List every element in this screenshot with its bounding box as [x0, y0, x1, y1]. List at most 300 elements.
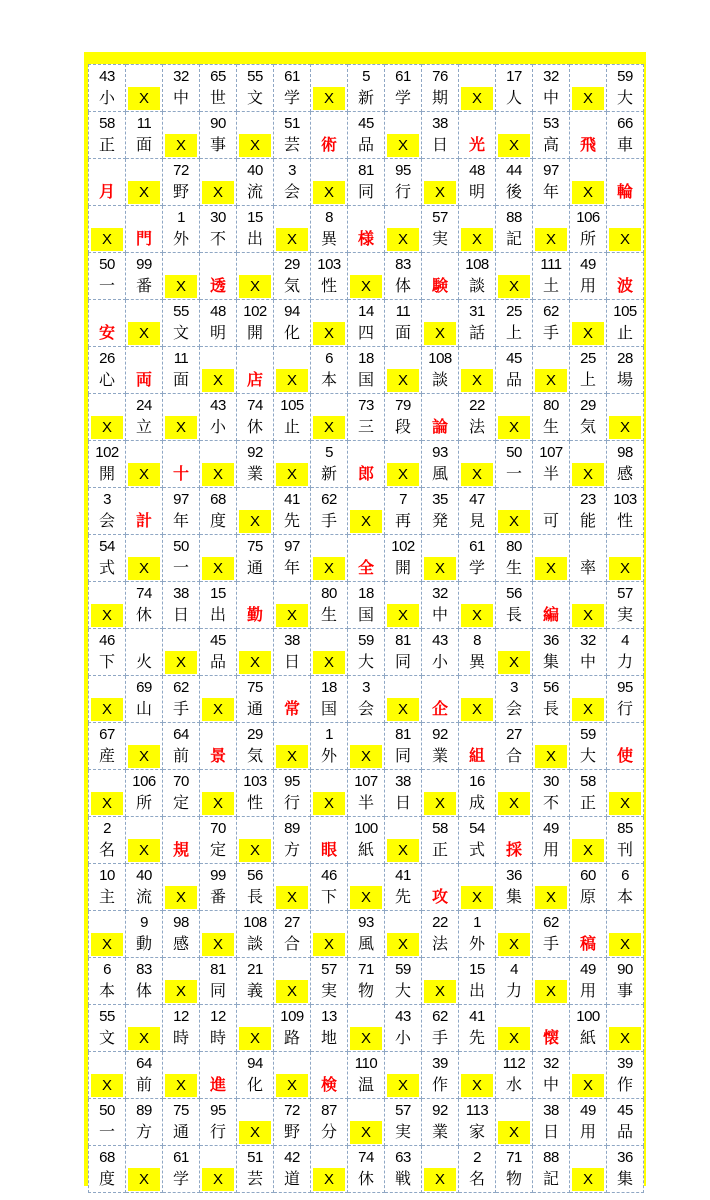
grid-cell-content: [496, 535, 532, 581]
cell-number: 98: [617, 444, 633, 461]
cell-number: 24: [136, 397, 152, 414]
grid-cell: [496, 1146, 533, 1193]
grid-cell-content: [533, 535, 569, 581]
grid-cell: [496, 1099, 533, 1146]
grid-cell: [237, 582, 274, 629]
grid-cell: [459, 394, 496, 441]
cell-number: 41: [469, 1008, 485, 1025]
blank-x-box: X: [239, 839, 271, 862]
grid-cell-content: [348, 629, 384, 675]
cell-number: 90: [210, 115, 226, 132]
grid-cell: [496, 629, 533, 676]
grid-cell-content: [570, 394, 606, 440]
cell-number: 1: [325, 726, 333, 743]
grid-cell-content: [126, 65, 162, 111]
grid-cell-content: [348, 770, 384, 816]
cell-number: 4: [510, 961, 518, 978]
kanji-character: 気: [283, 278, 300, 295]
grid-cell: [274, 1099, 311, 1146]
kanji-character: 明: [209, 325, 226, 342]
kanji-character: 明: [468, 184, 485, 201]
grid-cell-content: [570, 770, 606, 816]
grid-cell: [348, 958, 385, 1005]
kanji-character: 異: [468, 654, 485, 671]
kanji-character: 小: [431, 654, 448, 671]
grid-cell: [311, 723, 348, 770]
grid-cell: [237, 817, 274, 864]
kanji-character: 小: [98, 90, 115, 107]
grid-cell: [570, 394, 607, 441]
cell-number: 68: [99, 1149, 115, 1166]
grid-cell: [89, 488, 126, 535]
grid-cell-content: [385, 629, 421, 675]
grid-cell: [348, 535, 385, 582]
grid-cell-content: [89, 864, 125, 910]
cell-number: 41: [284, 491, 300, 508]
blank-x-box: X: [165, 134, 197, 157]
grid-cell: [311, 300, 348, 347]
grid-cell-content: [570, 206, 606, 252]
cell-number: 32: [173, 68, 189, 85]
blank-x-box: X: [572, 1168, 604, 1191]
grid-cell: [126, 394, 163, 441]
kanji-character: 番: [135, 278, 152, 295]
grid-cell-content: [237, 65, 273, 111]
blank-x-box: X: [91, 933, 123, 956]
grid-cell-content: [385, 159, 421, 205]
kanji-character: 年: [542, 184, 559, 201]
cell-number: 92: [432, 1102, 448, 1119]
cell-number: 57: [432, 209, 448, 226]
grid-cell: [459, 582, 496, 629]
kanji-character: 用: [579, 1124, 596, 1141]
highlighted-kanji: 採: [505, 842, 522, 859]
grid-cell: [607, 1146, 644, 1193]
blank-x-box: X: [128, 322, 160, 345]
grid-cell-content: [274, 441, 310, 487]
grid-cell: [496, 817, 533, 864]
blank-x-box: X: [535, 980, 567, 1003]
grid-cell: [348, 1005, 385, 1052]
grid-cell-content: [311, 112, 347, 158]
cell-number: 25: [580, 350, 596, 367]
cell-number: 16: [469, 773, 485, 790]
grid-cell-content: [348, 253, 384, 299]
blank-x-box: X: [276, 980, 308, 1003]
grid-cell-content: [422, 582, 458, 628]
grid-cell-content: [311, 394, 347, 440]
grid-cell: [311, 676, 348, 723]
cell-number: 8: [473, 632, 481, 649]
grid-cell-content: [311, 441, 347, 487]
grid-cell: [496, 770, 533, 817]
grid-cell: [311, 488, 348, 535]
cell-number: 7: [399, 491, 407, 508]
kanji-character: 談: [431, 372, 448, 389]
kanji-character: 温: [357, 1077, 374, 1094]
grid-cell-content: [496, 441, 532, 487]
grid-cell-content: [311, 1052, 347, 1098]
grid-cell: [274, 159, 311, 206]
cell-number: 38: [395, 773, 411, 790]
grid-cell-content: [126, 441, 162, 487]
blank-x-box: X: [572, 87, 604, 110]
grid-cell: [126, 253, 163, 300]
grid-cell-content: [422, 817, 458, 863]
grid-cell-content: [89, 65, 125, 111]
blank-x-box: X: [424, 792, 456, 815]
grid-cell-content: [274, 535, 310, 581]
highlighted-kanji: 論: [431, 419, 448, 436]
grid-cell: [89, 159, 126, 206]
grid-cell-content: [311, 300, 347, 346]
kanji-character: 学: [394, 90, 411, 107]
cell-number: 61: [395, 68, 411, 85]
grid-cell: [274, 911, 311, 958]
kanji-character: 出: [468, 983, 485, 1000]
cell-number: 3: [362, 679, 370, 696]
blank-x-box: X: [498, 1121, 530, 1144]
grid-cell: [533, 441, 570, 488]
grid-cell-content: [422, 911, 458, 957]
grid-cell: [459, 864, 496, 911]
cell-number: 106: [576, 209, 600, 226]
grid-cell: [163, 441, 200, 488]
highlighted-kanji: 全: [357, 560, 374, 577]
kanji-character: 水: [505, 1077, 522, 1094]
grid-cell-content: [533, 911, 569, 957]
grid-cell: [126, 535, 163, 582]
blank-x-box: X: [572, 1074, 604, 1097]
cell-number: 11: [395, 303, 411, 320]
grid-cell: [126, 958, 163, 1005]
grid-cell-content: [200, 817, 236, 863]
grid-cell: [607, 770, 644, 817]
kanji-character: 三: [357, 419, 374, 436]
grid-cell: [89, 723, 126, 770]
grid-cell-content: [237, 1099, 273, 1145]
grid-cell-content: [200, 770, 236, 816]
grid-cell: [533, 488, 570, 535]
grid-cell: [126, 112, 163, 159]
grid-cell: [200, 394, 237, 441]
grid-cell: [348, 582, 385, 629]
cell-number: 30: [543, 773, 559, 790]
grid-cell: [459, 206, 496, 253]
grid-cell-content: [89, 1005, 125, 1051]
grid-cell-content: [200, 253, 236, 299]
kanji-character: 休: [246, 419, 263, 436]
grid-cell: [570, 488, 607, 535]
grid-cell: [89, 582, 126, 629]
kanji-character: 性: [616, 513, 633, 530]
grid-cell-content: [89, 112, 125, 158]
grid-cell: [200, 864, 237, 911]
grid-cell: [89, 629, 126, 676]
blank-x-box: X: [313, 1168, 345, 1191]
grid-cell: [422, 112, 459, 159]
cell-number: 3: [288, 162, 296, 179]
grid-cell: [89, 206, 126, 253]
cell-number: 83: [395, 256, 411, 273]
grid-cell-content: [422, 1099, 458, 1145]
kanji-character: 一: [505, 466, 522, 483]
grid-cell-content: [311, 1005, 347, 1051]
grid-cell-content: [274, 1052, 310, 1098]
grid-cell: [311, 770, 348, 817]
grid-cell-content: [422, 65, 458, 111]
grid-cell: [163, 817, 200, 864]
kanji-character: 行: [394, 184, 411, 201]
grid-cell: [89, 1005, 126, 1052]
cell-number: 11: [136, 115, 152, 132]
grid-cell: [607, 1099, 644, 1146]
cell-number: 102: [391, 538, 415, 555]
kanji-character: 物: [357, 983, 374, 1000]
grid-cell: [496, 535, 533, 582]
grid-cell-content: [533, 582, 569, 628]
highlighted-kanji: 勤: [246, 607, 263, 624]
grid-cell-content: [348, 1099, 384, 1145]
cell-number: 27: [284, 914, 300, 931]
grid-cell: [237, 911, 274, 958]
grid-cell-content: [348, 347, 384, 393]
highlighted-kanji: 組: [468, 748, 485, 765]
kanji-character: 品: [209, 654, 226, 671]
cell-number: 112: [502, 1055, 526, 1072]
grid-cell: [311, 1099, 348, 1146]
grid-cell: [163, 300, 200, 347]
grid-cell: [237, 488, 274, 535]
kanji-character: 人: [505, 90, 522, 107]
cell-number: 87: [321, 1102, 337, 1119]
grid-cell-content: [459, 112, 495, 158]
grid-cell: [348, 723, 385, 770]
kanji-character: 事: [209, 137, 226, 154]
kanji-character: 先: [468, 1030, 485, 1047]
kanji-character: 後: [505, 184, 522, 201]
cell-number: 46: [99, 632, 115, 649]
grid-cell-content: [237, 300, 273, 346]
grid-cell: [533, 958, 570, 1005]
grid-cell-content: [126, 723, 162, 769]
cell-number: 50: [99, 1102, 115, 1119]
cell-number: 51: [247, 1149, 263, 1166]
blank-x-box: X: [276, 1074, 308, 1097]
kanji-character: 先: [283, 513, 300, 530]
kanji-character: 出: [209, 607, 226, 624]
blank-x-box: X: [128, 1168, 160, 1191]
cell-number: 45: [358, 115, 374, 132]
cell-number: 45: [506, 350, 522, 367]
grid-cell-content: [533, 253, 569, 299]
grid-cell-content: [533, 394, 569, 440]
grid-cell-content: [274, 347, 310, 393]
cell-number: 103: [243, 773, 267, 790]
grid-cell: [200, 300, 237, 347]
cell-number: 95: [395, 162, 411, 179]
grid-cell: [607, 441, 644, 488]
cell-number: 12: [173, 1008, 189, 1025]
cell-number: 62: [543, 914, 559, 931]
grid-cell: [570, 958, 607, 1005]
grid-cell-content: [459, 864, 495, 910]
cell-number: 23: [580, 491, 596, 508]
grid-cell-content: [496, 911, 532, 957]
kanji-character: 中: [579, 654, 596, 671]
cell-number: 75: [247, 679, 263, 696]
grid-cell-content: [200, 441, 236, 487]
grid-cell: [163, 1005, 200, 1052]
grid-cell: [237, 1005, 274, 1052]
grid-cell: [274, 1005, 311, 1052]
cell-number: 5: [362, 68, 370, 85]
grid-cell-content: [607, 817, 643, 863]
kanji-character: 土: [542, 278, 559, 295]
cell-number: 36: [617, 1149, 633, 1166]
grid-cell: [570, 770, 607, 817]
grid-cell-content: [237, 441, 273, 487]
grid-cell-content: [163, 535, 199, 581]
highlighted-kanji: 郎: [357, 466, 374, 483]
highlighted-kanji: 門: [135, 231, 152, 248]
kanji-character: 戦: [394, 1171, 411, 1188]
kanji-character: 感: [172, 936, 189, 953]
grid-cell: [311, 629, 348, 676]
grid-cell-content: [607, 112, 643, 158]
cell-number: 97: [543, 162, 559, 179]
grid-cell: [496, 347, 533, 394]
grid-cell-content: [89, 911, 125, 957]
grid-cell: [89, 347, 126, 394]
cell-number: 56: [506, 585, 522, 602]
blank-x-box: X: [535, 369, 567, 392]
grid-cell: [385, 864, 422, 911]
grid-cell-content: [163, 1005, 199, 1051]
grid-cell-content: [422, 770, 458, 816]
grid-cell: [570, 112, 607, 159]
blank-x-box: X: [572, 181, 604, 204]
grid-cell-content: [200, 65, 236, 111]
cell-number: 93: [358, 914, 374, 931]
cell-number: 57: [395, 1102, 411, 1119]
kanji-character: 面: [172, 372, 189, 389]
grid-cell-content: [126, 958, 162, 1004]
highlighted-kanji: 月: [98, 184, 115, 201]
kanji-character: 手: [542, 325, 559, 342]
grid-cell-content: [200, 1052, 236, 1098]
kanji-character: 新: [357, 90, 374, 107]
cell-number: 111: [540, 256, 562, 273]
kanji-character: 気: [579, 419, 596, 436]
kanji-character: 品: [505, 372, 522, 389]
grid-cell-content: [570, 347, 606, 393]
blank-x-box: X: [239, 1121, 271, 1144]
grid-cell: [200, 1146, 237, 1193]
grid-cell-content: [607, 770, 643, 816]
kanji-character: 品: [616, 1124, 633, 1141]
cell-number: 70: [210, 820, 226, 837]
kanji-character: 作: [431, 1077, 448, 1094]
grid-cell: [385, 1052, 422, 1099]
cell-number: 74: [358, 1149, 374, 1166]
cell-number: 30: [210, 209, 226, 226]
blank-x-box: X: [387, 1074, 419, 1097]
kanji-character: 段: [394, 419, 411, 436]
kanji-character: 外: [320, 748, 337, 765]
grid-cell: [200, 347, 237, 394]
grid-cell: [459, 1052, 496, 1099]
grid-cell-content: [348, 676, 384, 722]
highlighted-kanji: 進: [209, 1077, 226, 1094]
grid-cell-content: [459, 582, 495, 628]
grid-cell: [385, 958, 422, 1005]
grid-cell-content: [348, 394, 384, 440]
grid-cell-content: [311, 723, 347, 769]
kanji-character: 行: [283, 795, 300, 812]
kanji-character: 日: [431, 137, 448, 154]
grid-cell-content: [607, 1052, 643, 1098]
cell-number: 55: [99, 1008, 115, 1025]
grid-cell: [163, 488, 200, 535]
kanji-character: 番: [209, 889, 226, 906]
cell-number: 15: [469, 961, 485, 978]
grid-cell-content: [459, 1146, 495, 1192]
grid-cell-content: [89, 1099, 125, 1145]
grid-cell: [422, 488, 459, 535]
kanji-character: 家: [468, 1124, 485, 1141]
grid-cell-content: [200, 864, 236, 910]
cell-number: 95: [210, 1102, 226, 1119]
kanji-character: 四: [357, 325, 374, 342]
cell-number: 89: [284, 820, 300, 837]
cell-number: 38: [432, 115, 448, 132]
grid-cell-content: [422, 112, 458, 158]
grid-cell: [533, 1099, 570, 1146]
grid-cell: [200, 65, 237, 112]
grid-cell: [163, 65, 200, 112]
grid-cell: [237, 1052, 274, 1099]
kanji-character: 前: [135, 1077, 152, 1094]
grid-cell: [237, 112, 274, 159]
grid-cell: [533, 582, 570, 629]
grid-cell-content: [496, 958, 532, 1004]
cell-number: 59: [617, 68, 633, 85]
highlighted-kanji: 稿: [579, 936, 596, 953]
cell-number: 58: [99, 115, 115, 132]
kanji-character: 年: [172, 513, 189, 530]
grid-cell: [163, 958, 200, 1005]
grid-cell: [459, 723, 496, 770]
grid-cell: [348, 676, 385, 723]
grid-cell-content: [459, 206, 495, 252]
grid-cell: [126, 65, 163, 112]
grid-cell-content: [385, 1146, 421, 1192]
grid-cell-content: [570, 582, 606, 628]
kanji-character: 実: [431, 231, 448, 248]
grid-cell-content: [237, 582, 273, 628]
kanji-character: 時: [172, 1030, 189, 1047]
grid-cell-content: [163, 394, 199, 440]
grid-cell-content: [311, 535, 347, 581]
cell-number: 69: [136, 679, 152, 696]
grid-cell-content: [274, 629, 310, 675]
cell-number: 72: [173, 162, 189, 179]
grid-cell: [533, 206, 570, 253]
highlighted-kanji: 計: [135, 513, 152, 530]
blank-x-box: X: [350, 886, 382, 909]
grid-cell: [422, 253, 459, 300]
